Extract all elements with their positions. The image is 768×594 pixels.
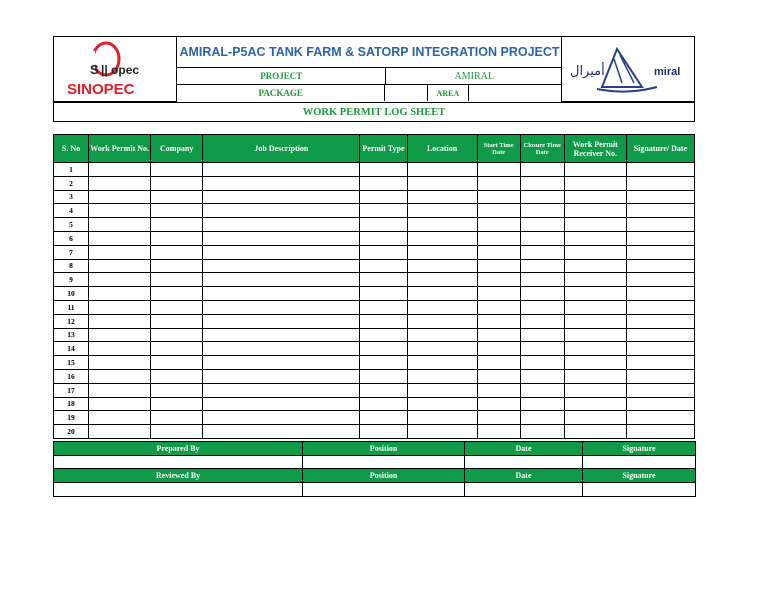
log-cell[interactable] (89, 425, 151, 439)
table-row (54, 204, 695, 218)
log-cell[interactable] (407, 314, 477, 328)
log-cell[interactable] (151, 287, 203, 301)
log-cell[interactable] (564, 163, 626, 177)
log-cell[interactable] (626, 356, 694, 370)
log-cell[interactable] (151, 190, 203, 204)
prepared-signature-label: Signature (583, 442, 696, 456)
row-number: 6 (54, 231, 89, 245)
log-cell[interactable] (360, 287, 407, 301)
log-cell[interactable] (520, 163, 564, 177)
reviewed-by-label: Reviewed By (54, 469, 303, 483)
reviewed-signature-label: Signature (583, 469, 696, 483)
log-cell[interactable] (564, 190, 626, 204)
row-number: 19 (54, 411, 89, 425)
log-cell[interactable] (477, 369, 520, 383)
log-cell[interactable] (520, 356, 564, 370)
reviewed-position-label: Position (303, 469, 465, 483)
log-cell[interactable] (626, 369, 694, 383)
table-row (54, 245, 695, 259)
log-cell[interactable] (520, 218, 564, 232)
log-cell[interactable] (203, 328, 360, 342)
log-cell[interactable] (477, 425, 520, 439)
package-label: PACKAGE (177, 85, 385, 101)
log-cell[interactable] (564, 425, 626, 439)
log-cell[interactable] (89, 204, 151, 218)
log-cell[interactable] (203, 287, 360, 301)
col-sno: S. No (54, 135, 89, 163)
log-cell[interactable] (407, 356, 477, 370)
log-cell[interactable] (626, 204, 694, 218)
row-number: 8 (54, 259, 89, 273)
log-cell[interactable] (626, 259, 694, 273)
log-cell[interactable] (203, 425, 360, 439)
log-cell[interactable] (203, 300, 360, 314)
log-cell[interactable] (564, 273, 626, 287)
prepared-position-label: Position (303, 442, 465, 456)
log-cell[interactable] (626, 342, 694, 356)
col-work-permit-no: Work Permit No. (89, 135, 151, 163)
log-cell[interactable] (477, 383, 520, 397)
log-cell[interactable] (360, 369, 407, 383)
log-cell[interactable] (564, 204, 626, 218)
log-cell[interactable] (151, 328, 203, 342)
log-cell[interactable] (360, 204, 407, 218)
log-cell[interactable] (626, 218, 694, 232)
project-label: PROJECT (177, 68, 386, 84)
table-row (54, 425, 695, 439)
table-row (54, 231, 695, 245)
table-row (54, 342, 695, 356)
sinopec-logo (54, 37, 177, 102)
header-block (53, 36, 695, 122)
row-number: 14 (54, 342, 89, 356)
log-cell[interactable] (360, 245, 407, 259)
col-start-time: Start Time Date (477, 135, 520, 163)
log-cell[interactable] (151, 204, 203, 218)
log-cell[interactable] (89, 314, 151, 328)
prepared-by-label: Prepared By (54, 442, 303, 456)
log-cell[interactable] (407, 342, 477, 356)
prepared-date-label: Date (465, 442, 583, 456)
log-cell[interactable] (151, 411, 203, 425)
log-cell[interactable] (520, 287, 564, 301)
log-cell[interactable] (360, 176, 407, 190)
table-row (54, 356, 695, 370)
table-body (54, 163, 695, 439)
log-cell[interactable] (203, 245, 360, 259)
log-cell[interactable] (626, 397, 694, 411)
row-number: 5 (54, 218, 89, 232)
table-row (54, 163, 695, 177)
col-signature-date: Signature/ Date (626, 135, 694, 163)
log-cell[interactable] (477, 411, 520, 425)
reviewed-signature-field[interactable] (583, 483, 696, 497)
log-cell[interactable] (151, 273, 203, 287)
log-cell[interactable] (89, 300, 151, 314)
log-cell[interactable] (564, 411, 626, 425)
log-cell[interactable] (360, 163, 407, 177)
log-cell[interactable] (89, 273, 151, 287)
table-row (54, 369, 695, 383)
log-cell[interactable] (360, 383, 407, 397)
table-row (54, 273, 695, 287)
log-cell[interactable] (407, 231, 477, 245)
package-value (385, 85, 428, 101)
log-cell[interactable] (89, 328, 151, 342)
sinopec-wordmark: SINOPEC (67, 81, 135, 98)
log-cell[interactable] (360, 397, 407, 411)
log-cell[interactable] (203, 259, 360, 273)
log-cell[interactable] (407, 369, 477, 383)
log-cell[interactable] (477, 245, 520, 259)
reviewed-date-label: Date (465, 469, 583, 483)
reviewed-date-field[interactable] (465, 483, 583, 497)
log-cell[interactable] (626, 411, 694, 425)
log-cell[interactable] (151, 259, 203, 273)
log-cell[interactable] (407, 176, 477, 190)
log-cell[interactable] (151, 383, 203, 397)
log-cell[interactable] (407, 273, 477, 287)
table-row (54, 383, 695, 397)
log-cell[interactable] (477, 259, 520, 273)
log-cell[interactable] (477, 204, 520, 218)
log-cell[interactable] (203, 314, 360, 328)
log-cell[interactable] (407, 383, 477, 397)
row-number: 18 (54, 397, 89, 411)
document-sheet (53, 36, 695, 122)
log-cell[interactable] (564, 383, 626, 397)
amiral-logo-icon (562, 37, 694, 101)
log-cell[interactable] (520, 425, 564, 439)
log-cell[interactable] (360, 273, 407, 287)
log-cell[interactable] (407, 287, 477, 301)
log-cell[interactable] (477, 287, 520, 301)
log-cell[interactable] (151, 231, 203, 245)
log-cell[interactable] (89, 411, 151, 425)
log-cell[interactable] (477, 397, 520, 411)
log-cell[interactable] (360, 314, 407, 328)
log-cell[interactable] (520, 342, 564, 356)
svg-text:S: S (90, 62, 99, 77)
log-cell[interactable] (89, 218, 151, 232)
log-cell[interactable] (151, 176, 203, 190)
project-value: AMIRAL (454, 70, 494, 82)
log-cell[interactable] (626, 425, 694, 439)
log-cell[interactable] (407, 190, 477, 204)
log-cell[interactable] (520, 259, 564, 273)
row-number: 20 (54, 425, 89, 439)
log-cell[interactable] (520, 204, 564, 218)
log-cell[interactable] (203, 218, 360, 232)
log-cell[interactable] (520, 397, 564, 411)
row-number: 7 (54, 245, 89, 259)
log-cell[interactable] (626, 245, 694, 259)
amiral-wordmark: miral (654, 66, 681, 78)
log-cell[interactable] (564, 176, 626, 190)
log-cell[interactable] (360, 190, 407, 204)
log-cell[interactable] (203, 204, 360, 218)
row-number: 10 (54, 287, 89, 301)
log-cell[interactable] (360, 342, 407, 356)
log-cell[interactable] (407, 259, 477, 273)
log-cell[interactable] (203, 190, 360, 204)
table-row (54, 287, 695, 301)
log-cell[interactable] (89, 369, 151, 383)
log-cell[interactable] (477, 218, 520, 232)
log-cell[interactable] (626, 231, 694, 245)
log-cell[interactable] (89, 356, 151, 370)
log-cell[interactable] (203, 397, 360, 411)
col-receiver-no: Work Permit Receiver No. (564, 135, 626, 163)
log-cell[interactable] (360, 328, 407, 342)
log-cell[interactable] (203, 411, 360, 425)
log-cell[interactable] (520, 383, 564, 397)
table-row (54, 314, 695, 328)
log-cell[interactable] (151, 397, 203, 411)
log-cell[interactable] (151, 163, 203, 177)
log-cell[interactable] (89, 245, 151, 259)
log-cell[interactable] (520, 369, 564, 383)
log-cell[interactable] (564, 218, 626, 232)
log-cell[interactable] (407, 411, 477, 425)
log-cell[interactable] (151, 369, 203, 383)
package-row (177, 85, 562, 101)
log-cell[interactable] (360, 300, 407, 314)
prepared-by-table (53, 441, 696, 470)
row-number: 1 (54, 163, 89, 177)
table-row (54, 397, 695, 411)
row-number: 11 (54, 300, 89, 314)
log-cell[interactable] (564, 397, 626, 411)
log-cell[interactable] (89, 383, 151, 397)
log-cell[interactable] (564, 245, 626, 259)
row-number: 17 (54, 383, 89, 397)
log-cell[interactable] (203, 356, 360, 370)
log-cell[interactable] (477, 300, 520, 314)
log-cell[interactable] (477, 314, 520, 328)
project-title: AMIRAL-P5AC TANK FARM & SATORP INTEGRATION PROJECT (177, 37, 562, 68)
log-cell[interactable] (477, 342, 520, 356)
row-number: 13 (54, 328, 89, 342)
table-row (54, 218, 695, 232)
row-number: 3 (54, 190, 89, 204)
log-cell[interactable] (520, 190, 564, 204)
log-cell[interactable] (407, 397, 477, 411)
reviewed-position-field[interactable] (303, 483, 465, 497)
log-cell[interactable] (477, 190, 520, 204)
log-cell[interactable] (477, 176, 520, 190)
log-cell[interactable] (89, 176, 151, 190)
log-cell[interactable] (564, 314, 626, 328)
log-cell[interactable] (564, 356, 626, 370)
log-cell[interactable] (203, 342, 360, 356)
log-cell[interactable] (564, 287, 626, 301)
log-cell[interactable] (360, 425, 407, 439)
sinopec-logo-icon (54, 37, 176, 101)
log-cell[interactable] (151, 314, 203, 328)
log-cell[interactable] (564, 231, 626, 245)
log-cell[interactable] (203, 163, 360, 177)
log-cell[interactable] (89, 342, 151, 356)
row-number: 4 (54, 204, 89, 218)
row-number: 15 (54, 356, 89, 370)
reviewed-by-field[interactable] (54, 483, 303, 497)
table-row (54, 300, 695, 314)
col-location: Location (407, 135, 477, 163)
table-row (54, 259, 695, 273)
table-row (54, 328, 695, 342)
work-permit-log-table (53, 134, 695, 439)
log-cell[interactable] (520, 314, 564, 328)
log-cell[interactable] (564, 369, 626, 383)
log-cell[interactable] (407, 300, 477, 314)
log-cell[interactable] (520, 176, 564, 190)
area-value (469, 85, 562, 101)
log-cell[interactable] (564, 328, 626, 342)
row-number: 9 (54, 273, 89, 287)
log-cell[interactable] (151, 245, 203, 259)
log-cell[interactable] (626, 190, 694, 204)
log-cell[interactable] (151, 342, 203, 356)
log-cell[interactable] (203, 383, 360, 397)
log-cell[interactable] (407, 425, 477, 439)
log-cell[interactable] (360, 259, 407, 273)
log-cell[interactable] (89, 397, 151, 411)
log-cell[interactable] (203, 231, 360, 245)
log-cell[interactable] (407, 204, 477, 218)
log-cell[interactable] (203, 273, 360, 287)
log-cell[interactable] (477, 231, 520, 245)
log-cell[interactable] (564, 259, 626, 273)
log-cell[interactable] (360, 356, 407, 370)
log-cell[interactable] (151, 425, 203, 439)
log-cell[interactable] (89, 190, 151, 204)
log-cell[interactable] (151, 356, 203, 370)
log-cell[interactable] (564, 300, 626, 314)
col-closure-time: Closure Time Date (520, 135, 564, 163)
log-cell[interactable] (89, 163, 151, 177)
log-cell[interactable] (626, 163, 694, 177)
col-job-description: Job Description (203, 135, 360, 163)
col-permit-type: Permit Type (360, 135, 407, 163)
amiral-arabic-wordmark: أميرال (570, 64, 605, 79)
log-cell[interactable] (626, 328, 694, 342)
log-cell[interactable] (564, 342, 626, 356)
col-company: Company (151, 135, 203, 163)
log-cell[interactable] (203, 369, 360, 383)
log-cell[interactable] (360, 411, 407, 425)
log-cell[interactable] (360, 218, 407, 232)
log-cell[interactable] (477, 273, 520, 287)
log-cell[interactable] (477, 356, 520, 370)
log-cell[interactable] (626, 314, 694, 328)
log-cell[interactable] (477, 328, 520, 342)
log-cell[interactable] (626, 273, 694, 287)
log-cell[interactable] (89, 259, 151, 273)
log-cell[interactable] (203, 176, 360, 190)
amiral-logo (561, 37, 694, 102)
sheet-title: WORK PERMIT LOG SHEET (54, 102, 694, 122)
row-number: 16 (54, 369, 89, 383)
log-cell[interactable] (520, 245, 564, 259)
table-row (54, 176, 695, 190)
table-header-row (54, 135, 695, 163)
log-cell[interactable] (626, 287, 694, 301)
log-cell[interactable] (477, 163, 520, 177)
row-number: 2 (54, 176, 89, 190)
table-row (54, 411, 695, 425)
log-cell[interactable] (520, 231, 564, 245)
log-cell[interactable] (407, 163, 477, 177)
log-cell[interactable] (626, 300, 694, 314)
log-cell[interactable] (89, 287, 151, 301)
log-cell[interactable] (89, 231, 151, 245)
reviewed-by-table (53, 468, 696, 497)
log-cell[interactable] (520, 411, 564, 425)
log-cell[interactable] (520, 328, 564, 342)
project-row (177, 68, 562, 85)
log-cell[interactable] (407, 218, 477, 232)
log-cell[interactable] (407, 328, 477, 342)
area-label: AREA (428, 85, 469, 101)
svg-text:|| opec: || opec (101, 63, 140, 77)
row-number: 12 (54, 314, 89, 328)
log-cell[interactable] (520, 273, 564, 287)
log-cell[interactable] (626, 176, 694, 190)
log-cell[interactable] (151, 218, 203, 232)
log-cell[interactable] (407, 245, 477, 259)
log-cell[interactable] (626, 383, 694, 397)
log-cell[interactable] (151, 300, 203, 314)
log-cell[interactable] (520, 300, 564, 314)
log-cell[interactable] (360, 231, 407, 245)
table-row (54, 190, 695, 204)
